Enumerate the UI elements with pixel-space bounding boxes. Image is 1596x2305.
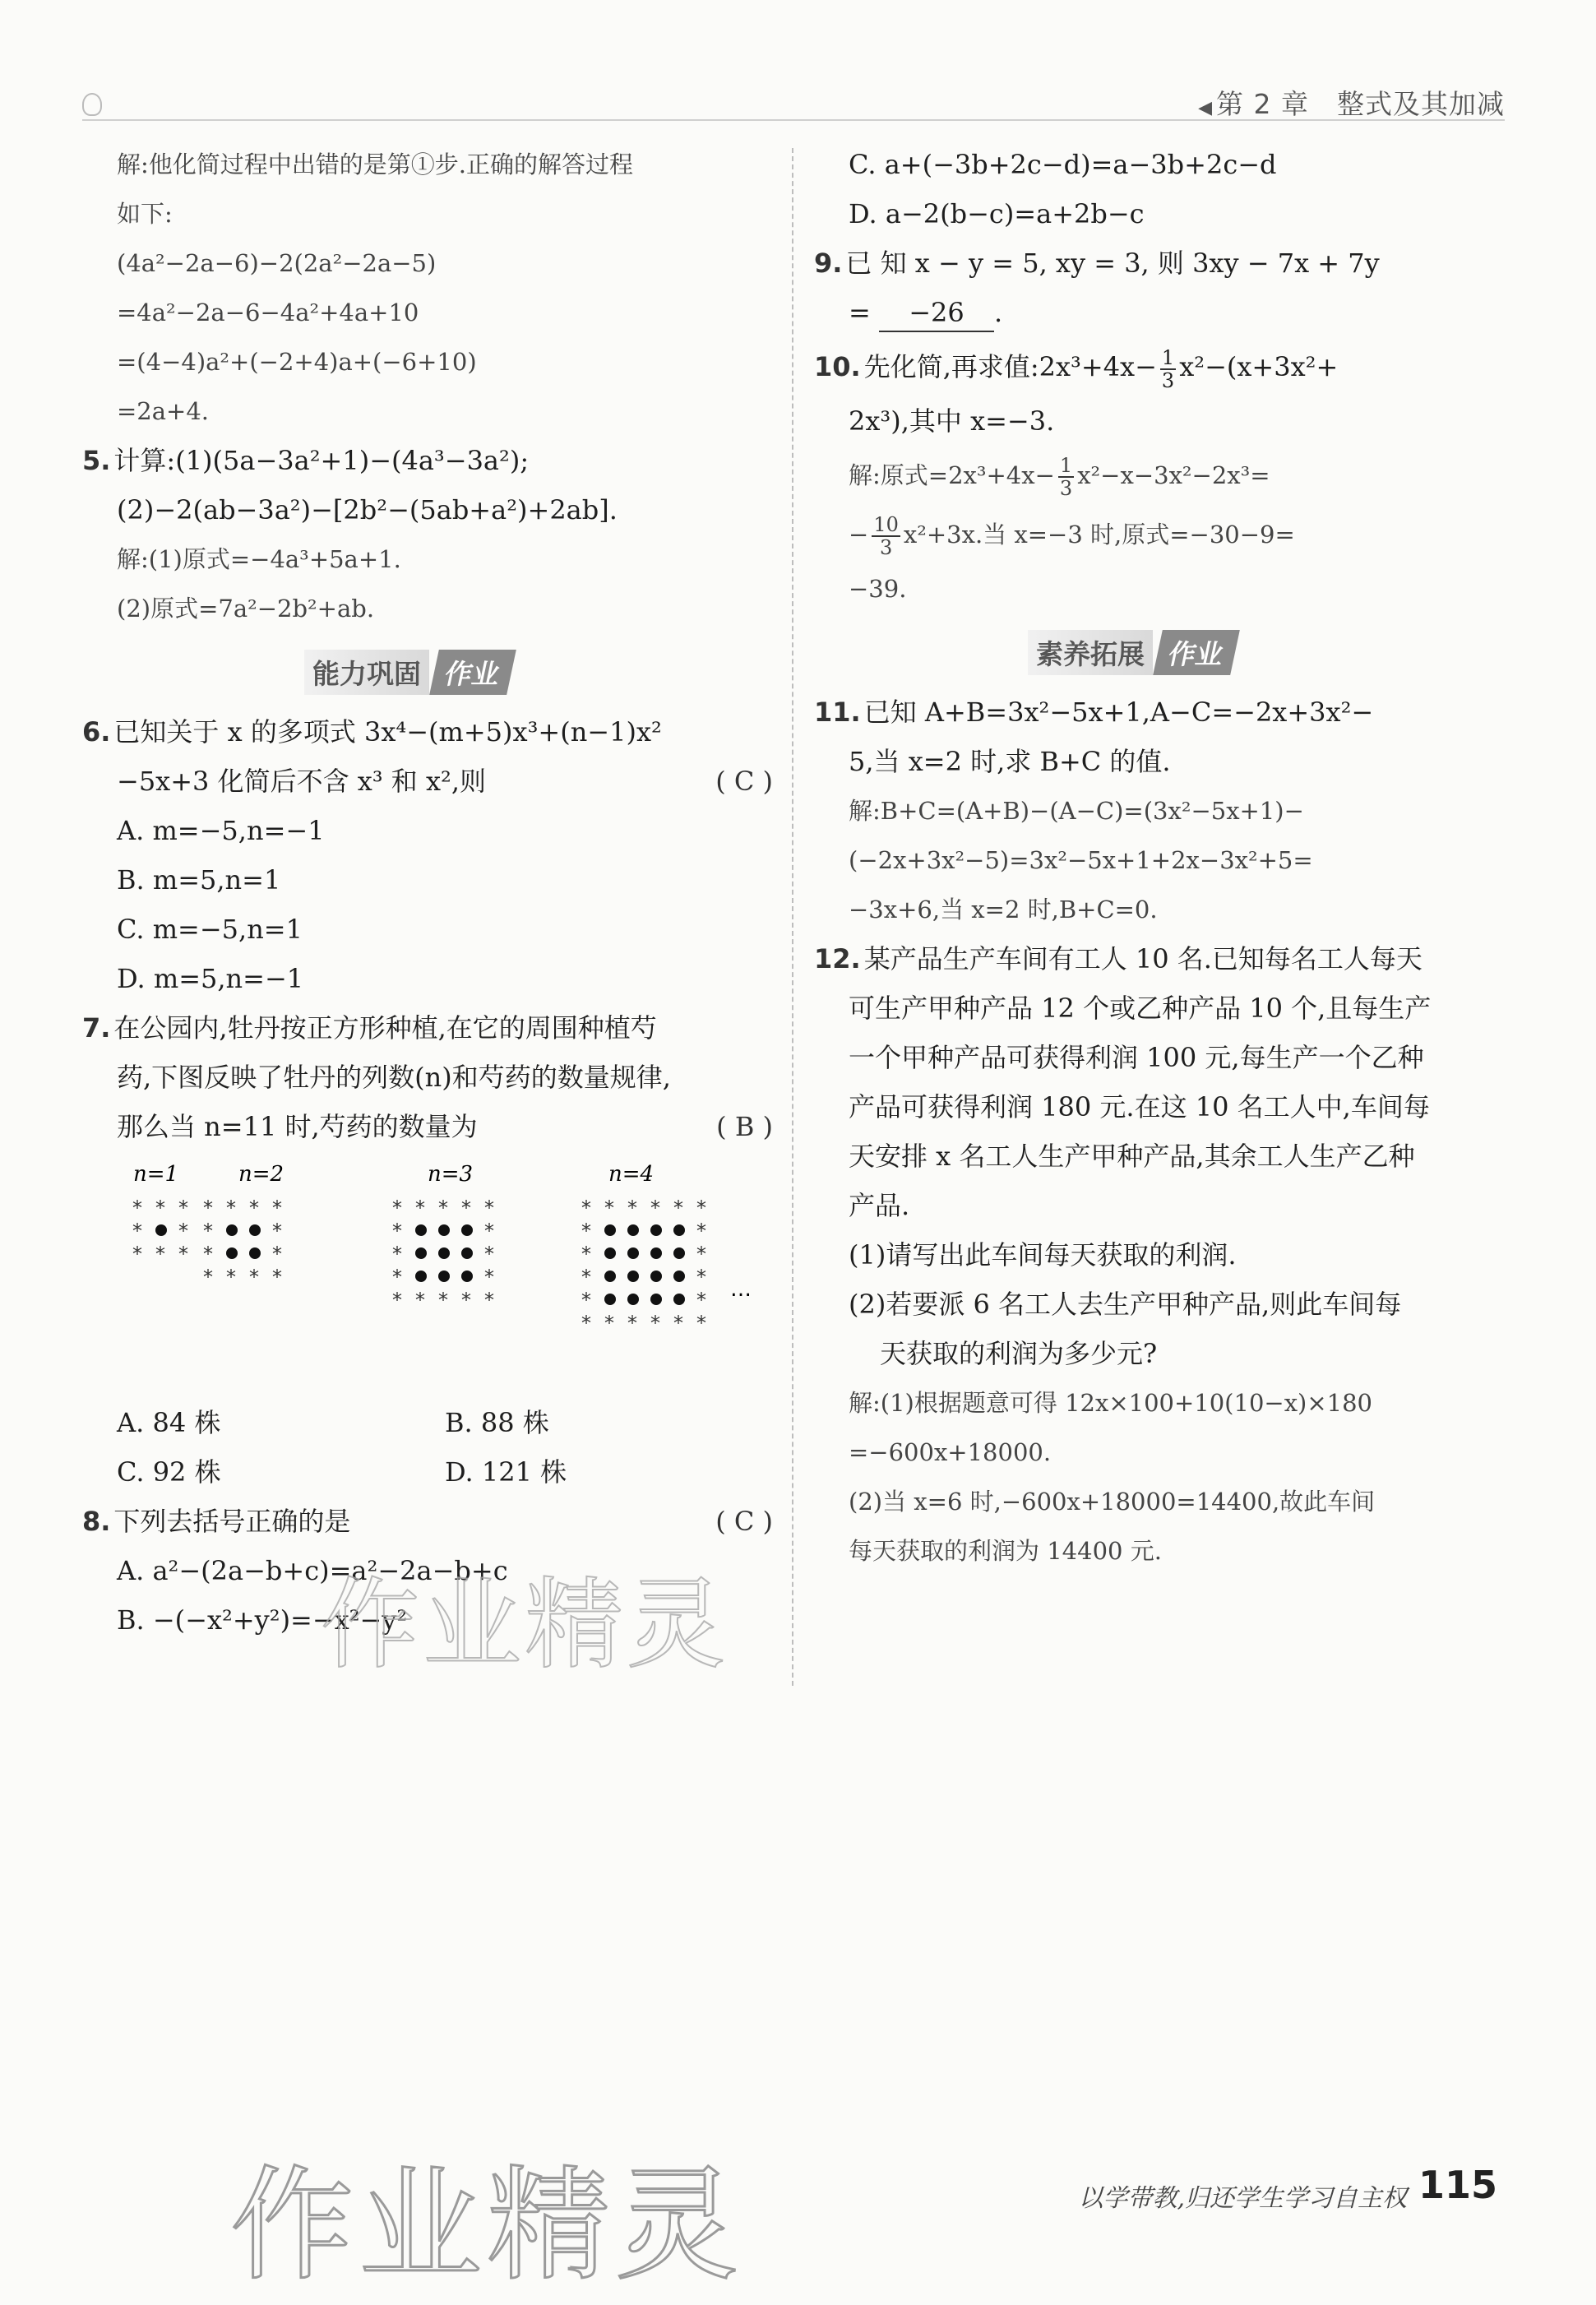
q7-line3: 那么当 n=11 时,芍药的数量为 ( B ) [82,1102,773,1151]
fig-label-n4: n=4 [608,1162,655,1187]
peony-dot [415,1271,427,1282]
q11-number: 11. [814,697,861,728]
q12-line [814,934,1505,984]
q12-solution: 每天获取的利润为 14400 元. [849,1537,1162,1565]
q6-option: D. m=5,n=−1 [117,963,304,994]
q6-line2: −5x+3 化简后不含 x³ 和 x²,则 ( C ) [82,757,773,806]
q10-line: 10. 先化简,再求值:2x³+4x− $\frac{1}{3}$ x²−(x+3x²+ [814,345,1339,392]
q12-solution: (2)当 x=6 时,−600x+18000=14400,故此车间 [849,1488,1376,1516]
shaoyao-mark: * [484,1289,494,1312]
peony-dot [438,1271,450,1282]
q8-answer: ( C ) [715,1506,773,1537]
shaoyao-mark: * [272,1243,282,1266]
shaoyao-mark: * [484,1196,494,1220]
shaoyao-mark: * [484,1220,494,1243]
peony-dot [650,1294,662,1305]
q11-line [814,687,1505,737]
q4-solution-line: =4a²−2a−6−4a²+4a+10 [117,299,419,326]
shaoyao-mark: * [696,1243,706,1266]
fig-ellipsis: … [730,1277,752,1302]
shaoyao-mark: * [581,1220,591,1243]
shaoyao-mark: * [650,1312,660,1335]
shaoyao-mark: * [132,1243,142,1266]
q8-option: C. a+(−3b+2c−d)=a−3b+2c−d [849,149,1277,180]
shaoyao-mark: * [272,1266,282,1289]
page-header [82,78,1505,121]
peony-dot [627,1271,639,1282]
peony-dot [461,1247,473,1259]
peony-dot [438,1247,450,1259]
fig-label-n2: n=2 [238,1162,285,1187]
right-column [814,140,1505,1576]
q8-option: A. a²−(2a−b+c)=a²−2a−b+c [117,1555,508,1586]
shaoyao-mark: * [696,1220,706,1243]
peony-dot [604,1224,616,1236]
shaoyao-mark: * [604,1312,614,1335]
q5-line [82,436,773,485]
peony-dot [604,1247,616,1259]
q12-subquestion-2-cont: 天获取的利润为多少元? [880,1338,1158,1369]
shaoyao-mark: * [392,1266,402,1289]
q4-solution-line: 如下: [117,200,173,228]
q7-text: 在公园内,牡丹按正方形种植,在它的周围种植芍 [113,1012,657,1044]
q8-line [82,1497,773,1546]
q7-options [82,1398,773,1447]
shaoyao-mark: * [272,1196,282,1220]
shaoyao-mark: * [627,1312,637,1335]
q9-text: 已 知 x − y = 5, xy = 3, 则 3xy − 7x + 7y [845,248,1380,279]
peony-dot [627,1294,639,1305]
shaoyao-mark: * [203,1196,213,1220]
peony-dot [226,1224,238,1236]
fig-label-n3: n=3 [428,1162,474,1187]
peony-dot [604,1294,616,1305]
shaoyao-mark: * [203,1266,213,1289]
peony-dot [249,1247,261,1259]
q7-option: A. 84 株 [117,1407,221,1438]
shaoyao-mark: * [673,1312,683,1335]
shaoyao-mark: * [696,1312,706,1335]
q8-text: 下列去括号正确的是 [113,1506,351,1537]
shaoyao-mark: * [461,1289,471,1312]
peony-dot [415,1224,427,1236]
chapter-title: 整式及其加减 [1337,88,1505,120]
chapter-heading [1198,83,1505,122]
q11-solution: 解:B+C=(A+B)−(A−C)=(3x²−5x+1)− [849,797,1304,825]
q5-solution1: 解:(1)原式=−4a³+5a+1. [117,545,401,573]
banner-tag: 作业 [1153,630,1240,675]
shaoyao-mark: * [132,1196,142,1220]
fraction: $\frac{1}{3}$ [1059,454,1073,500]
peony-dot [249,1224,261,1236]
q6-option: A. m=−5,n=−1 [117,815,325,846]
q12-line: 可生产甲种产品 12 个或乙种产品 10 个,且每生产 [849,993,1432,1024]
page-number: 115 [1418,2163,1497,2207]
shaoyao-mark: * [627,1196,637,1220]
q7-line2: 药,下图反映了牡丹的列数(n)和芍药的数量规律, [117,1062,671,1093]
q9-line [814,238,1505,288]
fraction: $\frac{1}{3}$ [1161,345,1175,392]
fraction: $\frac{10}{3}$ [873,513,899,559]
peony-dot [627,1247,639,1259]
q12-subquestion-1: (1)请写出此车间每天获取的利润. [849,1239,1237,1271]
q10-solution2: − $\frac{10}{3}$ x²+3x.当 x=−3 时,原式=−30−9= [849,513,1295,559]
shaoyao-mark: * [581,1243,591,1266]
q7-option: B. 88 株 [445,1407,549,1438]
q11-solution: (−2x+3x²−5)=3x²−5x+1+2x−3x²+5= [849,846,1313,874]
shaoyao-mark: * [696,1289,706,1312]
q6-line [82,707,773,757]
section-banner-ability [82,633,773,707]
shaoyao-mark: * [673,1196,683,1220]
peony-dot [650,1247,662,1259]
shaoyao-mark: * [650,1196,660,1220]
q5-solution2: (2)原式=7a²−2b²+ab. [117,595,375,623]
shaoyao-mark: * [178,1243,188,1266]
q8-option: D. a−2(b−c)=a+2b−c [849,198,1145,229]
q4-solution-line: 解:他化简过程中出错的是第①步.正确的解答过程 [117,150,633,178]
footer-slogan: 以学带教,归还学生学习自主权 [1078,2184,1407,2213]
peony-dot [673,1271,685,1282]
banner-tag: 作业 [429,650,516,695]
watermark-footer: 作业精灵 [230,2155,744,2298]
shaoyao-mark: * [415,1196,425,1220]
chapter-number: 第 2 章 [1216,88,1309,120]
q6-number: 6. [82,716,111,748]
q6-option: B. m=5,n=1 [117,864,281,896]
q6-answer: ( C ) [715,766,773,797]
shaoyao-mark: * [392,1220,402,1243]
shaoyao-mark: * [226,1196,236,1220]
shaoyao-mark: * [249,1266,259,1289]
q12-line: 天安排 x 名工人生产甲种产品,其余工人生产乙种 [849,1141,1415,1172]
section-banner-literacy [814,613,1505,687]
q12-line: 一个甲种产品可获得利润 100 元,每生产一个乙种 [849,1042,1424,1073]
q6-option: C. m=−5,n=1 [117,914,303,945]
shaoyao-mark: * [581,1266,591,1289]
peony-dot [604,1271,616,1282]
peony-dot [650,1271,662,1282]
shaoyao-mark: * [696,1266,706,1289]
q7-line [82,1003,773,1053]
shaoyao-mark: * [178,1196,188,1220]
q11-line2: 5,当 x=2 时,求 B+C 的值. [849,746,1171,777]
q7-option: C. 92 株 [117,1456,221,1488]
shaoyao-mark: * [272,1220,282,1243]
peony-dot [155,1224,167,1236]
q8-number: 8. [82,1506,111,1537]
peony-dot [415,1247,427,1259]
q10-solution3: −39. [849,575,907,603]
shaoyao-mark: * [249,1196,259,1220]
peony-dot [627,1224,639,1236]
shaoyao-mark: * [155,1196,165,1220]
shaoyao-mark: * [581,1196,591,1220]
q6-text: 已知关于 x 的多项式 3x⁴−(m+5)x³+(n−1)x² [113,716,662,748]
banner-title: 素养拓展 [1028,630,1153,675]
shaoyao-mark: * [178,1220,188,1243]
shaoyao-mark: * [438,1196,448,1220]
q7-number: 7. [82,1012,111,1044]
triangle-left-icon: ◀ [1198,98,1214,118]
lightbulb-icon [82,93,102,116]
shaoyao-mark: * [203,1243,213,1266]
q9-number: 9. [814,248,843,279]
shaoyao-mark: * [392,1196,402,1220]
q12-subquestion-2: (2)若要派 6 名工人去生产甲种产品,则此车间每 [849,1289,1402,1320]
peony-dot [461,1271,473,1282]
q7-options [82,1447,773,1497]
q12-number: 12. [814,943,861,974]
peony-dot [438,1224,450,1236]
shaoyao-mark: * [155,1243,165,1266]
peony-dot [673,1224,685,1236]
banner-title: 能力巩固 [304,650,429,695]
shaoyao-mark: * [415,1289,425,1312]
q10-number: 10. [814,351,861,382]
shaoyao-mark: * [438,1289,448,1312]
shaoyao-mark: * [392,1289,402,1312]
shaoyao-mark: * [132,1220,142,1243]
q5-number: 5. [82,445,111,476]
shaoyao-mark: * [604,1196,614,1220]
q11-solution: −3x+6,当 x=2 时,B+C=0. [849,896,1158,923]
q10-line2: 2x³),其中 x=−3. [849,405,1055,437]
q5-line2: (2)−2(ab−3a²)−[2b²−(5ab+a²)+2ab]. [117,494,618,525]
shaoyao-mark: * [203,1220,213,1243]
q4-solution-line: =2a+4. [117,397,210,425]
peony-dot [461,1224,473,1236]
shaoyao-mark: * [461,1196,471,1220]
q7-answer: ( B ) [716,1111,773,1142]
q4-solution-line: (4a²−2a−6)−2(2a²−2a−5) [117,249,437,277]
q9-line2: = −26 . [814,288,1505,337]
q10-solution1: 解:原式=2x³+4x− $\frac{1}{3}$ x²−x−3x²−2x³= [849,454,1270,500]
shaoyao-mark: * [696,1196,706,1220]
shaoyao-mark: * [392,1243,402,1266]
peony-pattern-figure [115,1156,773,1395]
q12-solution: =−600x+18000. [849,1438,1052,1466]
fig-label-n1: n=1 [133,1162,179,1187]
peony-dot [226,1247,238,1259]
q5-text: 计算:(1)(5a−3a²+1)−(4a³−3a²); [113,445,530,476]
shaoyao-mark: * [581,1312,591,1335]
column-divider [792,148,793,1686]
pattern-svg [115,1156,789,1395]
q9-blank-answer: −26 [879,294,994,332]
q12-line: 产品可获得利润 180 元.在这 10 名工人中,车间每 [849,1091,1430,1122]
q8-option: B. −(−x²+y²)=−x²−y² [117,1604,408,1636]
shaoyao-mark: * [484,1243,494,1266]
q11-text: 已知 A+B=3x²−5x+1,A−C=−2x+3x²− [863,697,1374,728]
shaoyao-mark: * [581,1289,591,1312]
peony-dot [673,1247,685,1259]
peony-dot [673,1294,685,1305]
shaoyao-mark: * [484,1266,494,1289]
q7-option: D. 121 株 [445,1456,567,1488]
q12-line: 产品. [849,1190,910,1221]
q12-text: 某产品生产车间有工人 10 名.已知每名工人每天 [863,943,1423,974]
shaoyao-mark: * [226,1266,236,1289]
q4-solution-line: =(4−4)a²+(−2+4)a+(−6+10) [117,348,477,376]
peony-dot [650,1224,662,1236]
q12-solution: 解:(1)根据题意可得 12x×100+10(10−x)×180 [849,1389,1373,1417]
watermark-middle: 作业精灵 [321,1568,729,1682]
left-column [82,140,773,1645]
